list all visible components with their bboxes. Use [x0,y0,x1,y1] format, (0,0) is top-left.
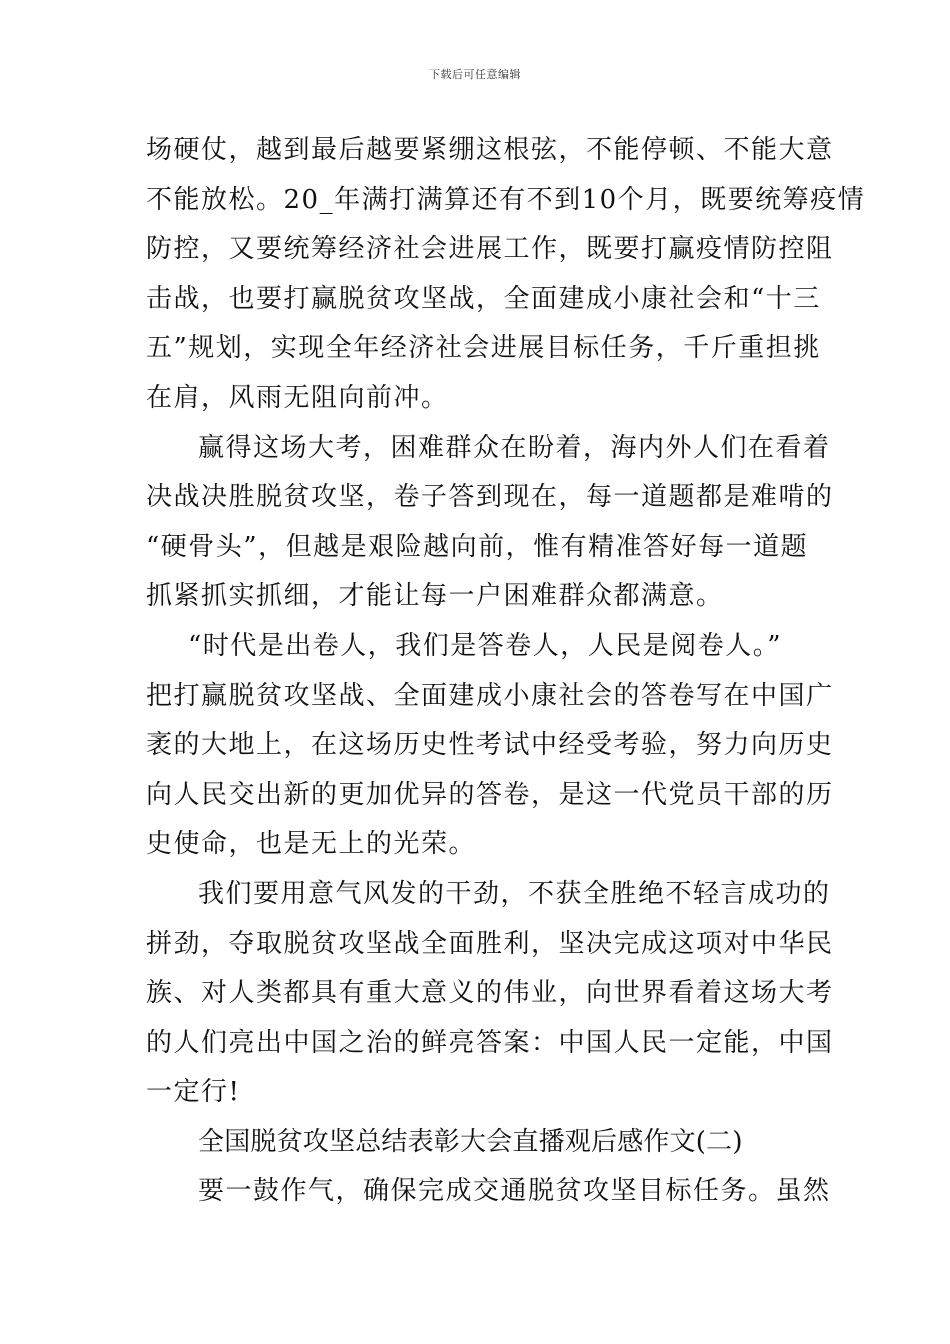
body-line: 在肩，风雨无阻向前冲。 [146,382,449,413]
paragraph-start-line: 我们要用意气风发的干劲，不获全胜绝不轻言成功的 [198,878,831,909]
body-line: 拼劲，夺取脱贫攻坚战全面胜利，坚决完成这项对中华民 [146,928,834,959]
section-heading: 全国脱贫攻坚总结表彰大会直播观后感作文(二) [198,1126,743,1157]
body-line: 的人们亮出中国之治的鲜亮答案：中国人民一定能，中国 [146,1027,834,1058]
body-line: “硬骨头”，但越是艰险越向前，惟有精准答好每一道题 [146,531,809,562]
paragraph-start-line: 要一鼓作气，确保完成交通脱贫攻坚目标任务。虽然 [198,1176,831,1207]
document-body [146,126,866,1217]
body-line: 场硬仗，越到最后越要紧绷这根弦，不能停顿、不能大意 [146,135,834,165]
body-line: 抓紧抓实抓细，才能让每一户困难群众都满意。 [146,581,724,612]
body-line: 决战决胜脱贫攻坚，卷子答到现在，每一道题都是难啃的 [146,482,834,513]
body-line: 击战，也要打赢脱贫攻坚战，全面建成小康社会和“十三 [146,283,821,314]
body-line: 防控，又要统筹经济社会进展工作，既要打赢疫情防控阻 [146,234,834,265]
paragraph-start-line: “时代是出卷人，我们是答卷人，人民是阅卷人。” [188,630,783,661]
body-line: 把打赢脱贫攻坚战、全面建成小康社会的答卷写在中国广 [146,680,834,711]
body-line: 向人民交出新的更加优异的答卷，是这一代党员干部的历 [146,779,834,810]
body-line: 不能放松。20_年满打满算还有不到10个月，既要统筹疫情 [146,184,866,215]
body-line: 一定行! [146,1077,241,1108]
paragraph-start-line: 赢得这场大考，困难群众在盼着，海内外人们在看着 [198,432,831,463]
body-line: 史使命，也是无上的光荣。 [146,829,477,860]
header-note: 下载后可任意编辑 [429,68,521,81]
body-line: 五”规划，实现全年经济社会进展目标任务，千斤重担挑 [146,333,821,364]
body-line: 族、对人类都具有重大意义的伟业，向世界看着这场大考 [146,978,834,1009]
body-line: 袤的大地上，在这场历史性考试中经受考验，努力向历史 [146,730,834,761]
